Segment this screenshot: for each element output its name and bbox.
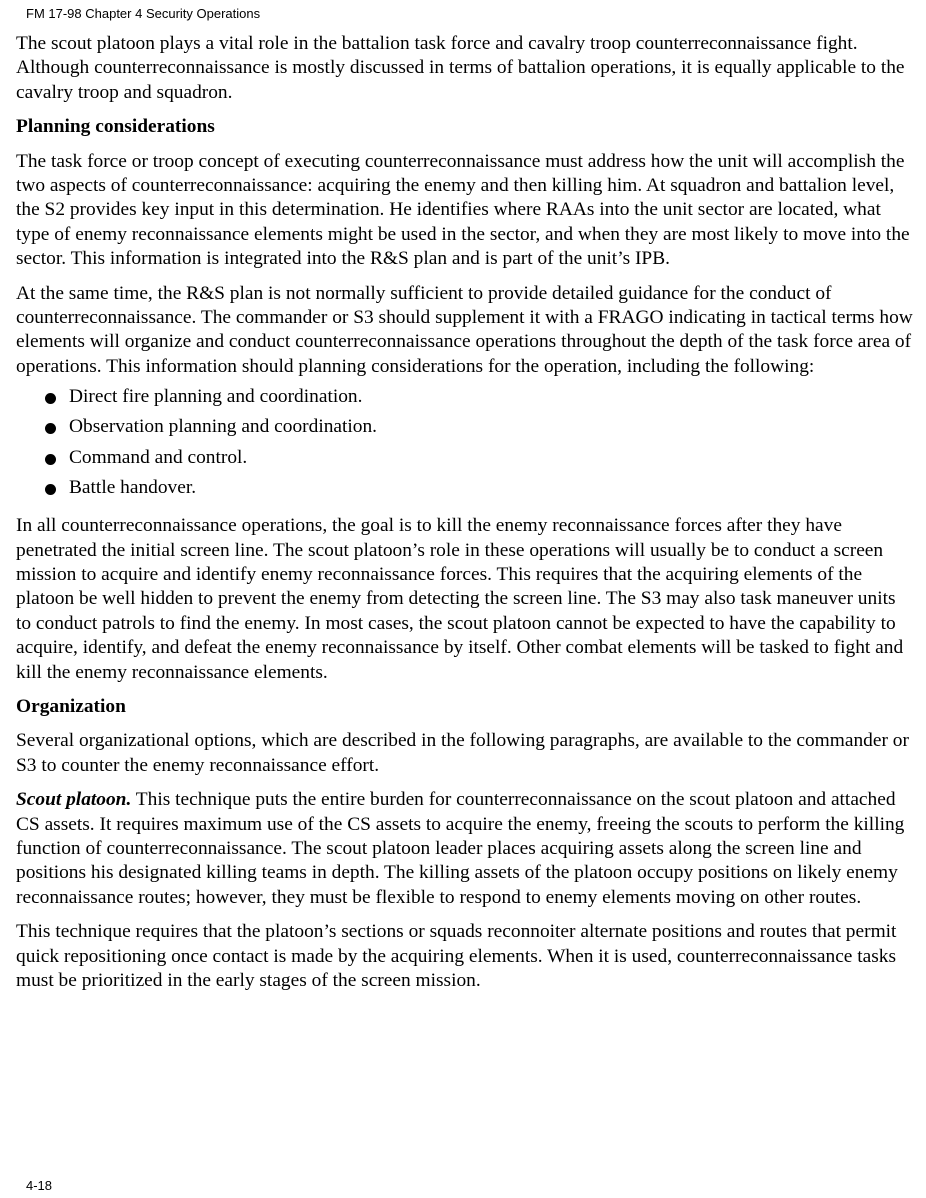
planning-bullet-list: [16, 382, 914, 503]
scout-platoon-paragraph: [16, 788, 914, 910]
planning-paragraph-1: The task force or troop concept of executing counterreconnaissance must address how the unit will accomplish the two aspects of counterreconnaissance: acquiring the enemy and then killing him. At squadron and battalion level, the S2 provides key input in this determination. He identifies where RAAs into the unit sector are located, what type of enemy reconnaissance elements might be used in the sector, and when they are most likely to move into the sector. This information is integrated into the R&S plan and is part of the unit’s IPB.: [16, 150, 910, 270]
scout-platoon-body: This technique puts the entire burden for counterreconnaissance on the scout platoon and attached CS assets. It requires maximum use of the CS assets to acquire the enemy, freeing the scouts to perform the killing function of counterreconnaissance. The scout platoon leader places acquiring assets along the screen line and positions his designated killing teams in depth. The killing assets of the platoon occupy positions on likely enemy reconnaissance routes; however, they must be flexible to respond to enemy elements moving on other routes.: [16, 789, 905, 908]
page-content: [16, 32, 914, 1003]
bullet-icon: [45, 484, 56, 495]
organization-paragraph-3: This technique requires that the platoon’s sections or squads reconnoiter alternate positions and routes that permit quick repositioning once contact is made by the acquiring elements. When it is used, counterreconnaissance tasks must be prioritized in the early stages of the screen mission.: [16, 921, 897, 991]
list-item: [16, 382, 914, 412]
list-item-text: Command and control.: [69, 446, 248, 468]
bullet-icon: [45, 393, 56, 404]
list-item-text: Battle handover.: [69, 476, 197, 498]
section-heading-organization: Organization: [16, 695, 126, 717]
list-item-text: Direct fire planning and coordination.: [69, 386, 363, 408]
bullet-icon: [45, 454, 56, 465]
scout-platoon-lead: Scout platoon.: [16, 789, 132, 811]
bullet-icon: [45, 423, 56, 434]
running-header: FM 17-98 Chapter 4 Security Operations: [26, 6, 261, 21]
planning-paragraph-3: In all counterreconnaissance operations, the goal is to kill the enemy reconnaissance forces after they have penetrated the initial screen line. The scout platoon’s role in these operations will usually be to conduct a screen mission to acquire and identify enemy reconnaissance forces. This requires that the acquiring elements of the platoon be well hidden to prevent the enemy from detecting the screen line. The S3 may also task maneuver units to conduct patrols to find the enemy. In most cases, the scout platoon cannot be expected to have the capability to acquire, identify, and defeat the enemy reconnaissance by itself. Other combat elements will be tasked to fight and kill the enemy reconnaissance elements.: [16, 515, 904, 683]
section-heading-planning: Planning considerations: [16, 116, 215, 138]
organization-paragraph-1: Several organizational options, which are described in the following paragraphs, are available to the commander or S3 to counter the enemy reconnaissance effort.: [16, 730, 909, 776]
planning-paragraph-2: At the same time, the R&S plan is not normally sufficient to provide detailed guidance for the conduct of counterreconnaissance. The commander or S3 should supplement it with a FRAGO indicating in tactical terms how elements will organize and conduct counterreconnaissance operations throughout the depth of the task force area of operations. This information should planning considerations for the operation, including the following:: [16, 282, 913, 377]
page-number: 4-18: [26, 1178, 53, 1193]
intro-paragraph: The scout platoon plays a vital role in the battalion task force and cavalry troop counterreconnaissance fight. Although counterreconnaissance is mostly discussed in terms of battalion operations, it is equally applicable to the cavalry troop and squadron.: [16, 33, 905, 103]
list-item: [16, 412, 914, 442]
list-item-text: Observation planning and coordination.: [69, 416, 378, 438]
list-item: [16, 473, 914, 503]
list-item: [16, 443, 914, 473]
